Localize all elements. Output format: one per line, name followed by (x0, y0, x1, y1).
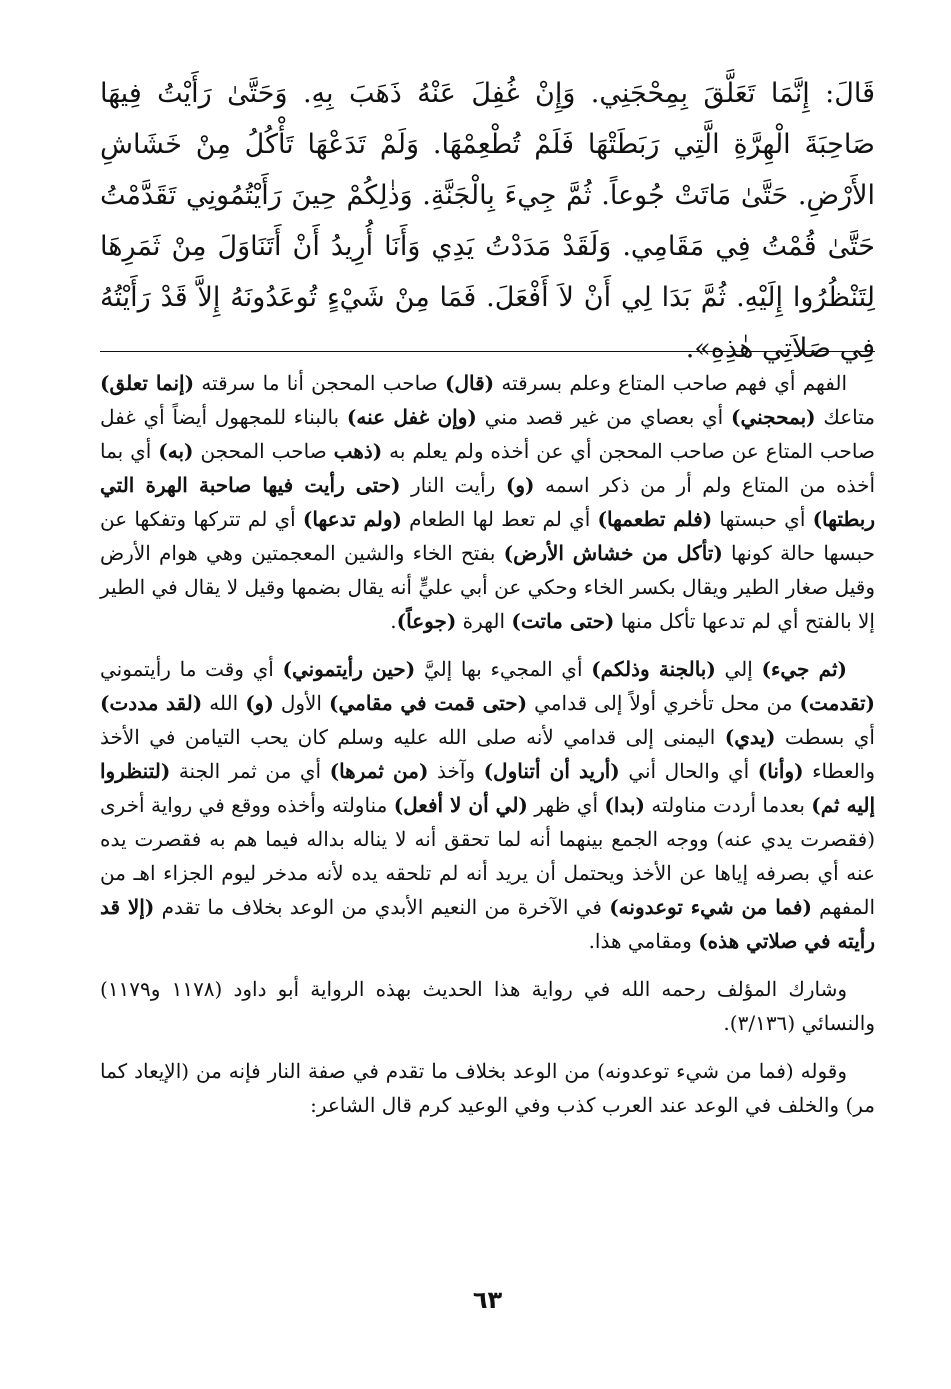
commentary-run: أي وقت ما رأيتموني (100, 657, 283, 681)
commentary-paragraph-3: وشارك المؤلف رحمه الله في رواية هذا الحديث بهذه الرواية أبو داود (١١٧٨ و١١٧٩) والنسائي (٣/١٣٦). (100, 977, 875, 1035)
commentary-run: صاحب المحجن (193, 439, 334, 463)
commentary-run: بالبناء للمجهول أيضاً أي غفل صاحب المتاع عن صاحب المحجن أي عن أخذه ولم يعلم به (100, 405, 875, 463)
bold-quote: (حتى رأيت فيها صاحبة الهرة التي ربطتها) (100, 473, 876, 531)
bold-quote: (لتنظروا إليه ثم) (100, 759, 876, 817)
bold-quote: (من ثمرها) (329, 759, 429, 783)
commentary (100, 366, 875, 1136)
commentary-run: ومقامي هذا. (588, 929, 699, 953)
bold-quote: (ذهب (333, 439, 383, 463)
bold-quote: (بالجنة وذلكم) (591, 657, 716, 681)
bold-quote: (تأكل من خشاش الأرض) (503, 541, 723, 565)
bold-quote: (وأنا) (757, 759, 804, 783)
bold-quote: (أريد أن أتناول) (483, 759, 620, 783)
bold-quote: (حتى ماتت) (511, 609, 615, 633)
commentary-run: أي المجيء بها إليَّ (415, 657, 592, 681)
commentary-run: رأيت النار (400, 473, 506, 497)
commentary-run: صاحب المحجن أنا ما سرقته (194, 371, 445, 395)
commentary-paragraph-2 (100, 652, 875, 958)
bold-quote: (جوعاً) (396, 609, 457, 633)
commentary-paragraph-1 (100, 366, 875, 638)
commentary-run: متاعك (815, 405, 876, 429)
commentary-run: الأول (273, 691, 329, 715)
commentary-run: بعدما أردت مناولته (644, 793, 812, 817)
commentary-run: أي والحال أني (619, 759, 758, 783)
bold-quote: (يدي) (724, 725, 776, 749)
bold-quote: (فلم تطعمها) (597, 507, 713, 531)
bold-quote: (فما من شيء توعدونه) (609, 895, 812, 919)
bold-quote: (حتى قمت في مقامي) (328, 691, 528, 715)
page-number: ٦٣ (472, 1286, 503, 1314)
commentary-run: أي ظهر (527, 793, 605, 817)
bold-quote: (وإن غفل عنه) (346, 405, 477, 429)
commentary-run: من محل تأخري أولاً إلى قدامي (527, 691, 800, 715)
bold-quote: (به) (158, 439, 194, 463)
commentary-run: بفتح الخاء والشين المعجمتين وهي هوام الأرض وقيل صغار الطير ويقال بكسر الخاء وحكي عن أبي عليٍّ أنه يقال بضمها وقيل لا يقال في الطير إلا بالفتح أي لم تدعها تأكل منها (100, 541, 875, 633)
bold-quote: (و) (245, 691, 274, 715)
commentary-run: أي من ثمر الجنة (170, 759, 330, 783)
bold-quote: (إنما تعلق) (100, 371, 195, 395)
commentary-run: وآخذ (428, 759, 484, 783)
bold-quote: (و) (505, 473, 535, 497)
bold-quote: (قال) (444, 371, 495, 395)
bold-quote: (بدا) (604, 793, 645, 817)
book-page (100, 68, 875, 1368)
footnote-divider (100, 351, 875, 352)
bold-quote: (لي أن لا أفعل) (393, 793, 528, 817)
commentary-run: الفهم أي فهم صاحب المتاع وعلم بسرقته (494, 371, 848, 395)
commentary-run: إلي (715, 657, 762, 681)
bold-quote: (ولم تدعها) (302, 507, 402, 531)
commentary-run: أي حبستها (712, 507, 813, 531)
bold-quote: (إلا قد رأيته في صلاتي هذه) (100, 895, 875, 953)
commentary-run: أي لم تعط لها الطعام (401, 507, 598, 531)
hadith-text: قَالَ: إِنَّمَا تَعَلَّقَ بِمِحْجَنِي. وَإِنْ غُفِلَ عَنْهُ ذَهَبَ بِهِ. وَحَتَّىٰ رَأَيْتُ فِيهَا صَاحِبَةَ الْهِرَّةِ الَّتِي رَبَطَتْهَا فَلَمْ تُطْعِمْهَا. وَلَمْ تَدَعْهَا تَأْكُلُ مِنْ خَشَاشِ الأَرْضِ. حَتَّىٰ مَاتَتْ جُوعاً. ثُمَّ جِيءَ بِالْجَنَّةِ. وَذٰلِكُمْ حِينَ رَأَيْتُمُونِي تَقَدَّمْتُ حَتَّىٰ قُمْتُ فِي مَقَامِي. وَلَقَدْ مَدَدْتُ يَدِي وَأَنَا أُرِيدُ أَنْ أَتَنَاوَلَ مِنْ ثَمَرِهَا لِتَنْظُرُوا إِلَيْهِ. ثُمَّ بَدَا لِي أَنْ لاَ أَفْعَلَ. فَمَا مِنْ شَيْءٍ تُوعَدُونَهُ إِلاَّ قَدْ رَأَيْتُهُ فِي صَلاَتِي هٰذِهِ». (100, 78, 875, 364)
commentary-run: أي بسطت (775, 725, 875, 749)
bold-quote: (تقدمت) (799, 691, 875, 715)
commentary-run: الله (202, 691, 246, 715)
bold-quote: (بمحجني) (731, 405, 816, 429)
commentary-run: أي بما أخذه من المتاع ولم أر من ذكر اسمه (100, 439, 876, 497)
bold-quote: (حين رأيتموني) (282, 657, 416, 681)
commentary-run: مناولته وأخذه ووقع في رواية أخرى (فقصرت يدي عنه) ووجه الجمع بينهما أنه لما تحقق أنه لا يناله بداله فيما هم به فقصرت يده عنه أي بصرفه إياها عن الأخذ ويحتمل أن يريد أنه لم تلحقه يده لأنه مدخر ليوم الجزاء اهـ من المفهم (100, 793, 876, 919)
commentary-run: الهرة (456, 609, 512, 633)
commentary-run: أي لم تتركها وتفكها عن حبسها حالة كونها (100, 507, 875, 565)
commentary-run: أي بعصاي من غير قصد مني (476, 405, 732, 429)
commentary-run: في الآخرة من النعيم الأبدي من الوعد بخلاف ما تقدم (154, 895, 610, 919)
bold-quote: (ثم جيء) (761, 657, 847, 681)
commentary-run: اليمنى إلى قدامي لأنه صلى الله عليه وسلم كان يحب التيامن في الأخذ والعطاء (100, 725, 875, 783)
commentary-run: . (390, 609, 397, 633)
commentary-paragraph-4: وقوله (فما من شيء توعدونه) من الوعد بخلاف ما تقدم في صفة النار فإنه من (الإيعاد كما مر) والخلف في الوعد عند العرب كذب وفي الوعيد كرم قال الشاعر: (100, 1059, 875, 1117)
bold-quote: (لقد مددت) (100, 691, 203, 715)
